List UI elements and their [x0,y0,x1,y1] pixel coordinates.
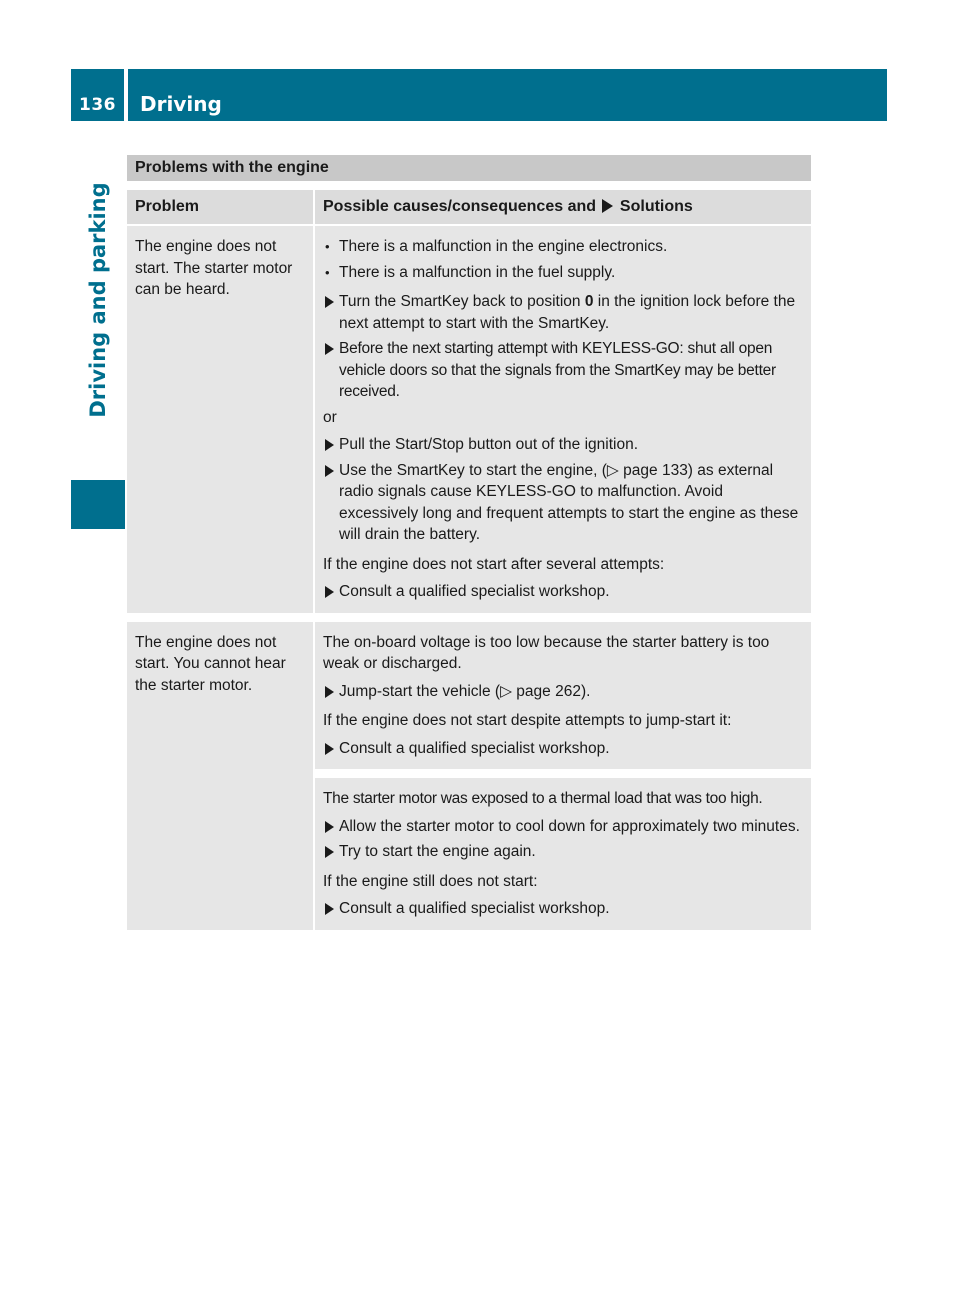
note-text: If the engine still does not start: [323,872,538,890]
solution-cell [315,226,811,613]
header-solution [315,190,811,224]
step-text: Consult a qualified specialist workshop. [339,900,610,917]
step-text: Use the SmartKey to start the engine, (▷ page 133) as external radio signals cause KEYLESS-GO to malfunction. Avoid excessively long and frequent attempts to start the engine as these will drain the battery. [339,461,799,543]
list-item [323,236,805,258]
section-title: Driving [140,92,222,116]
list-item [323,434,805,456]
problem-cell: The engine does not start. You cannot hear the starter motor. [127,622,315,930]
cause-text: The starter motor was exposed to a thermal load that was too high. [323,790,763,807]
step-text: Turn the SmartKey back to position [339,293,581,310]
solution-block [315,622,811,770]
list-item [323,581,805,603]
note-text: If the engine does not start after several attempts: [323,555,665,573]
step-text: Jump-start the vehicle (▷ page 262). [339,682,591,700]
page-number: 136 [79,95,116,115]
problems-table [127,190,811,930]
step-text: Consult a qualified specialist workshop. [339,739,610,757]
arrow-right-icon [602,199,613,213]
table-row [127,622,811,930]
step-text: Before the next starting attempt with KEYLESS-GO: shut all open vehicle doors so that the signals from the SmartKey may be better received. [339,340,776,400]
note-text: If the engine does not start despite attempts to jump-start it: [323,712,732,729]
step-text: Consult a qualified specialist workshop. [339,583,610,600]
solution-block [315,769,811,930]
solution-block [315,226,811,613]
step-text: in the ignition lock before the next attempt to start with the SmartKey. [339,293,796,332]
table-title: Problems with the engine [127,155,811,181]
step-arrow-icon [325,686,334,698]
ignition-position: 0 [584,293,594,310]
cause-text: There is a malfunction in the fuel supply. [339,263,616,281]
list-item [323,738,805,760]
bullet-icon: • [325,239,330,254]
side-tab [71,130,125,470]
step-arrow-icon [325,343,334,355]
step-text: Pull the Start/Stop button out of the ignition. [339,436,639,453]
step-arrow-icon [325,296,334,308]
step-arrow-icon [325,903,334,915]
or-text: or [323,408,337,426]
list-item [323,841,805,863]
header-solution-pre: Possible causes/consequences and [323,198,597,215]
header-solution-post: Solutions [619,198,693,215]
step-arrow-icon [325,439,334,451]
step-arrow-icon [325,465,334,477]
step-text: Try to start the engine again. [339,843,536,860]
header-divider [124,69,128,121]
cause-text: The on-board voltage is too low because the starter battery is too weak or discharged. [323,633,770,672]
step-arrow-icon [325,743,334,755]
list-item [323,291,805,334]
page-header [71,69,887,121]
list-item [323,681,805,703]
problem-cell: The engine does not start. The starter motor can be heard. [127,226,315,613]
list-item [323,460,805,546]
step-arrow-icon [325,821,334,833]
list-item [323,898,805,920]
list-item [323,262,805,284]
list-item [323,816,805,838]
step-arrow-icon [325,586,334,598]
side-tab-marker [71,480,125,529]
list-item [323,338,805,403]
side-tab-label: Driving and parking [86,182,110,418]
solution-cell [315,622,811,930]
cause-text: There is a malfunction in the engine electronics. [339,238,668,255]
step-arrow-icon [325,846,334,858]
table-header [127,190,811,226]
bullet-icon: • [325,264,330,280]
table-row [127,226,811,622]
step-text: Allow the starter motor to cool down for approximately two minutes. [339,817,800,835]
header-problem: Problem [127,190,315,224]
